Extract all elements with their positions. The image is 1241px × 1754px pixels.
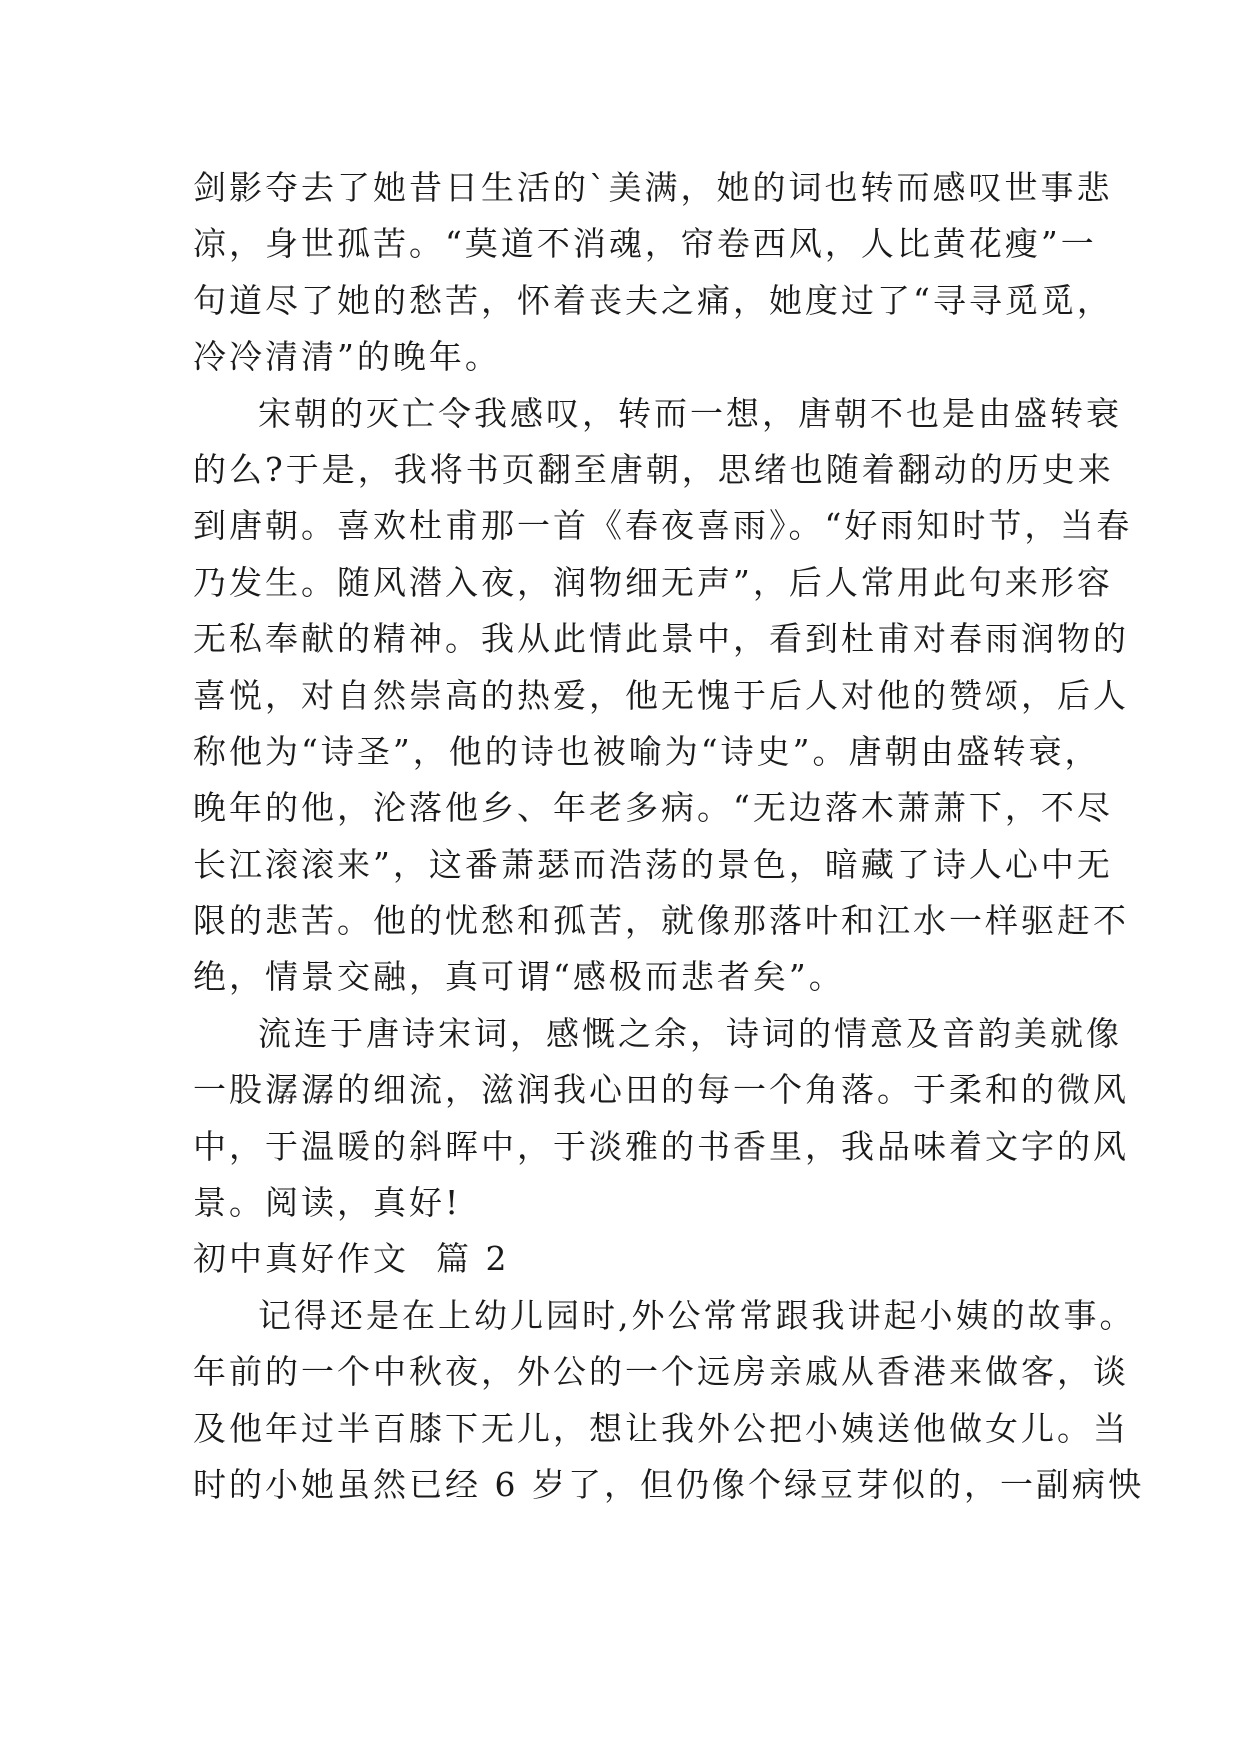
text-line: 冷冷清清”的晚年。 <box>193 337 501 377</box>
text-line: 流连于唐诗宋词，感慨之余，诗词的情意及音韵美就像 <box>258 1013 1122 1053</box>
text-line: 到唐朝。喜欢杜甫那一首《春夜喜雨》。“好雨知时节，当春 <box>193 506 1133 546</box>
text-line: 记得还是在上幼儿园时,外公常常跟我讲起小姨的故事。 <box>258 1295 1136 1335</box>
text-line: 中，于温暖的斜晖中，于淡雅的书香里，我品味着文字的风 <box>193 1126 1129 1166</box>
text-line: 喜悦，对自然崇高的热爱，他无愧于后人对他的赞颂，后人 <box>193 675 1129 715</box>
text-line: 晚年的他，沦落他乡、年老多病。“无边落木萧萧下，不尽 <box>193 788 1113 828</box>
text-line: 称他为“诗圣”，他的诗也被喻为“诗史”。唐朝由盛转衰， <box>193 731 1101 771</box>
text-line: 无私奉献的精神。我从此情此景中，看到杜甫对春雨润物的 <box>193 619 1129 659</box>
paragraph-1 <box>193 160 1113 386</box>
text-line: 凉，身世孤苦。“莫道不消魂，帘卷西风，人比黄花瘦”一 <box>193 224 1097 264</box>
text-line: 长江滚滚来”，这番萧瑟而浩荡的景色，暗藏了诗人心中无 <box>193 844 1113 884</box>
text-line: 时的小她虽然已经 6 岁了，但仍像个绿豆芽似的，一副病怏 <box>193 1464 1144 1504</box>
text-line: 的么?于是，我将书页翻至唐朝，思绪也随着翻动的历史来 <box>193 449 1114 489</box>
paragraph-4 <box>193 1288 1144 1514</box>
text-line: 宋朝的灭亡令我感叹，转而一想，唐朝不也是由盛转衰 <box>258 393 1122 433</box>
text-line: 及他年过半百膝下无儿，想让我外公把小姨送他做女儿。当 <box>193 1408 1129 1448</box>
paragraph-3 <box>193 1006 1129 1232</box>
text-line: 一股潺潺的细流，滋润我心田的每一个角落。于柔和的微风 <box>193 1070 1129 1110</box>
document-body <box>193 160 1144 1513</box>
paragraph-2 <box>193 386 1133 1006</box>
text-line: 景。阅读，真好! <box>193 1183 462 1223</box>
text-line: 绝，情景交融，真可谓“感极而悲者矣”。 <box>193 957 845 997</box>
text-line: 剑影夺去了她昔日生活的`美满，她的词也转而感叹世事悲 <box>193 168 1113 207</box>
text-line: 乃发生。随风潜入夜，润物细无声”，后人常用此句来形容 <box>193 562 1113 602</box>
text-line: 限的悲苦。他的忧愁和孤苦，就像那落叶和江水一样驱赶不 <box>193 901 1129 941</box>
section-heading: 初中真好作文 篇 2 <box>193 1239 510 1279</box>
text-line: 句道尽了她的愁苦，怀着丧夫之痛，她度过了“寻寻觅觅， <box>193 280 1113 320</box>
text-line: 年前的一个中秋夜，外公的一个远房亲戚从香港来做客，谈 <box>193 1352 1129 1392</box>
